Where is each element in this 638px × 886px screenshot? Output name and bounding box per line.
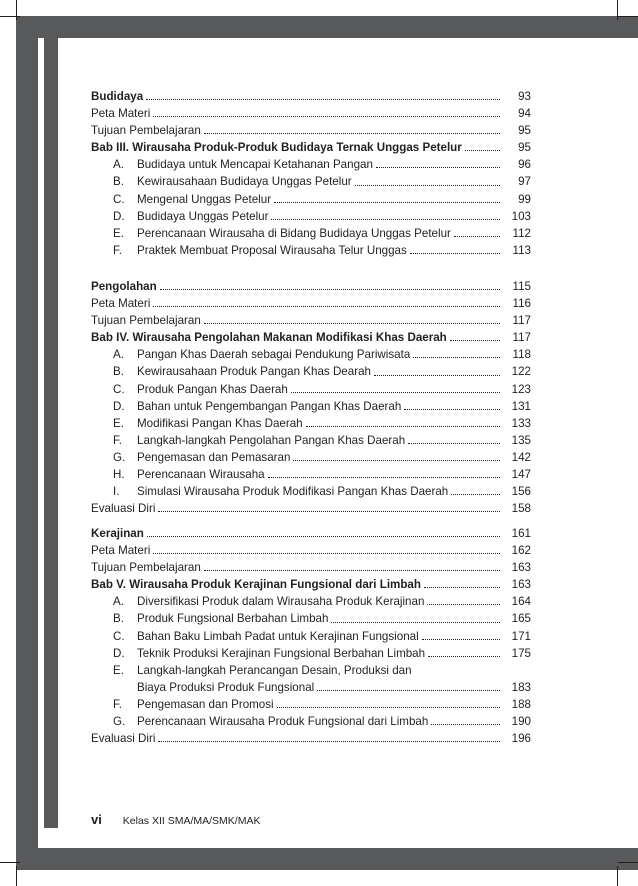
toc-entry-page: 117 <box>512 331 531 345</box>
page-footer <box>91 812 260 827</box>
leader-dots <box>465 149 500 151</box>
toc-entry <box>91 156 531 173</box>
leader-dots <box>454 235 500 237</box>
toc-entry <box>91 593 531 610</box>
toc-entry-page: 171 <box>511 629 531 643</box>
toc-entry <box>91 483 531 500</box>
toc-entry-page: 190 <box>511 715 531 729</box>
toc-entry-label: Kewirausahaan Budidaya Unggas Petelur <box>137 175 352 189</box>
toc-entry-page: 147 <box>511 468 531 482</box>
toc-entry-line <box>91 662 531 679</box>
crop-mark <box>16 866 17 886</box>
toc-entry-page: 165 <box>511 612 531 626</box>
toc-entry <box>91 713 531 730</box>
toc-entry <box>91 500 531 517</box>
leader-dots <box>153 115 500 117</box>
toc-entry-label: Perencanaan Wirausaha Produk Fungsional dari Limbah <box>137 715 429 729</box>
toc-entry-letter: C. <box>113 192 125 206</box>
toc-entry <box>91 696 531 713</box>
toc-entry-page: 164 <box>511 595 531 609</box>
leader-dots <box>147 535 500 537</box>
leader-dots <box>431 723 500 725</box>
toc-entry-label: Mengenal Unggas Petelur <box>137 192 272 206</box>
toc-entry-letter: F. <box>113 697 123 711</box>
toc-entry-label: Bahan Baku Limbah Padat untuk Kerajinan Fungsional <box>137 629 419 643</box>
toc-heading <box>91 278 531 295</box>
toc-entry <box>91 381 531 398</box>
toc-entry-label: Tujuan Pembelajaran <box>91 124 201 138</box>
toc-entry-page: 161 <box>511 527 531 540</box>
leader-dots <box>451 493 500 495</box>
toc-heading <box>91 88 531 105</box>
toc-entry-page: 118 <box>512 348 531 362</box>
toc-entry-page: 116 <box>512 297 531 311</box>
toc-entry-letter: A. <box>113 595 124 609</box>
toc-entry-letter: B. <box>113 175 124 189</box>
toc-entry-label: Praktek Membuat Proposal Wirausaha Telur Unggas <box>137 243 407 257</box>
leader-dots <box>204 132 500 134</box>
toc-entry-label: Produk Fungsional Berbahan Limbah <box>137 612 329 626</box>
toc-entry-page: 113 <box>512 243 531 257</box>
toc-entry-letter: H. <box>113 468 125 482</box>
leader-dots <box>331 621 500 623</box>
toc-entry <box>91 398 531 415</box>
leader-dots <box>317 689 500 691</box>
toc-entry <box>91 173 531 190</box>
leader-dots <box>428 655 500 657</box>
leader-dots <box>153 552 500 554</box>
toc-entry-label: Bab IV. Wirausaha Pengolahan Makanan Modifikasi Khas Daerah <box>91 331 447 345</box>
toc-entry <box>91 242 531 259</box>
toc-entry-label: Peta Materi <box>91 544 151 558</box>
toc-entry <box>91 628 531 645</box>
leader-dots <box>376 166 500 168</box>
toc-entry-page: 133 <box>511 416 531 430</box>
toc-entry-label: Pengemasan dan Pemasaran <box>137 450 291 464</box>
toc-entry-letter: F. <box>113 433 123 447</box>
toc-entry-label: Budidaya Unggas Petelur <box>137 209 269 223</box>
toc-entry-letter: B. <box>113 365 124 379</box>
toc-entry-label: Peta Materi <box>91 297 151 311</box>
toc-entry-page: 115 <box>512 280 531 293</box>
toc-entry-label: Pengolahan <box>91 280 157 293</box>
crop-mark <box>0 862 20 863</box>
toc-entry <box>91 449 531 466</box>
toc-section-budidaya <box>91 88 531 259</box>
toc-entry <box>91 679 531 696</box>
leader-dots <box>422 638 500 640</box>
toc-entry-page: 188 <box>511 697 531 711</box>
leader-dots <box>424 586 500 588</box>
crop-mark <box>618 16 638 17</box>
crop-mark <box>617 0 618 20</box>
toc-entry-page: 163 <box>511 578 531 592</box>
toc-entry-label: Langkah-langkah Pengolahan Pangan Khas Daerah <box>137 433 406 447</box>
toc-entry-label: Pengemasan dan Promosi <box>137 697 274 711</box>
toc-entry-page: 103 <box>511 209 531 223</box>
toc-entry-letter: E. <box>113 416 124 430</box>
leader-dots <box>450 339 500 341</box>
footer-text: Kelas XII SMA/MA/SMK/MAK <box>122 815 261 827</box>
page-frame-bottom <box>16 848 638 870</box>
crop-mark <box>617 866 618 886</box>
toc-section-kerajinan <box>91 525 531 747</box>
leader-dots <box>268 476 500 478</box>
toc-entry-page: 122 <box>511 365 531 379</box>
toc-entry-label: Evaluasi Diri <box>91 502 156 516</box>
toc-entry-label: Tujuan Pembelajaran <box>91 561 201 575</box>
toc-entry <box>91 225 531 242</box>
toc-entry-label: Bab III. Wirausaha Produk-Produk Budidaya Ternak Unggas Petelur <box>91 141 462 155</box>
toc-entry-page: 158 <box>511 502 531 516</box>
leader-dots <box>204 569 500 571</box>
toc-entry <box>91 730 531 747</box>
toc-heading <box>91 576 531 593</box>
toc-entry-page: 95 <box>518 141 531 155</box>
toc-entry <box>91 432 531 449</box>
crop-mark <box>618 862 638 863</box>
toc-entry-label: Evaluasi Diri <box>91 732 156 746</box>
toc-entry-label: Peta Materi <box>91 107 151 121</box>
leader-dots <box>355 184 500 186</box>
toc-entry-letter: I. <box>113 485 120 499</box>
toc-entry-page: 112 <box>512 226 531 240</box>
toc-entry-letter: D. <box>113 399 125 413</box>
leader-dots <box>274 201 500 203</box>
toc-entry <box>91 466 531 483</box>
toc-entry <box>91 208 531 225</box>
toc-entry-label: Perencanaan Wirausaha <box>137 468 265 482</box>
toc-entry-label: Perencanaan Wirausaha di Bidang Budidaya Unggas Petelur <box>137 226 451 240</box>
leader-dots <box>271 218 500 220</box>
toc-entry-letter: F. <box>113 243 123 257</box>
toc-entry-letter: A. <box>113 158 124 172</box>
toc-entry <box>91 312 531 329</box>
toc-entry-label: Produk Pangan Khas Daerah <box>137 382 288 396</box>
toc-entry-page: 135 <box>511 433 531 447</box>
leader-dots <box>277 706 500 708</box>
toc-entry-label: Kewirausahaan Produk Pangan Khas Dearah <box>137 365 371 379</box>
toc-entry <box>91 645 531 662</box>
toc-entry-page: 183 <box>511 680 531 694</box>
leader-dots <box>413 356 500 358</box>
toc-entry-label: Bahan untuk Pengembangan Pangan Khas Daerah <box>137 399 402 413</box>
toc-entry <box>91 346 531 363</box>
toc-entry <box>91 122 531 139</box>
toc-entry-page: 175 <box>511 646 531 660</box>
leader-dots <box>291 391 500 393</box>
toc-entry-page: 131 <box>511 399 531 413</box>
toc-entry-label: Biaya Produksi Produk Fungsional <box>137 680 315 694</box>
toc-heading <box>91 525 531 542</box>
toc-entry-page: 163 <box>511 561 531 575</box>
toc-entry-label: Budidaya <box>91 90 144 103</box>
toc-entry-page: 156 <box>511 485 531 499</box>
leader-dots <box>427 603 500 605</box>
toc-entry-letter: B. <box>113 612 124 626</box>
toc-entry-page: 97 <box>518 175 531 189</box>
toc-entry-letter: G. <box>113 450 126 464</box>
crop-mark <box>16 0 17 20</box>
leader-dots <box>204 322 500 324</box>
toc-entry-label: Modifikasi Pangan Khas Daerah <box>137 416 303 430</box>
toc-section-pengolahan <box>91 278 531 517</box>
toc-entry <box>91 191 531 208</box>
toc-entry-label: Teknik Produksi Kerajinan Fungsional Berbahan Limbah <box>137 646 426 660</box>
toc-entry <box>91 415 531 432</box>
page-frame-top <box>16 16 638 38</box>
toc-entry-page: 142 <box>511 450 531 464</box>
toc-entry <box>91 105 531 122</box>
page-frame-accent-bar <box>44 38 58 828</box>
toc-entry-label: Kerajinan <box>91 527 144 540</box>
toc-entry-page: 93 <box>518 90 531 103</box>
toc-entry-label: Diversifikasi Produk dalam Wirausaha Produk Kerajinan <box>137 595 425 609</box>
toc-entry <box>91 542 531 559</box>
toc-entry-label: Langkah-langkah Perancangan Desain, Produksi dan <box>137 663 412 677</box>
toc-entry <box>91 295 531 312</box>
crop-mark <box>0 16 20 17</box>
page-frame-left <box>16 16 38 870</box>
page-number: vi <box>91 812 102 827</box>
toc-entry-letter: D. <box>113 646 125 660</box>
leader-dots <box>160 288 500 290</box>
toc-entry-letter: G. <box>113 715 126 729</box>
toc-entry-page: 99 <box>518 192 531 206</box>
toc-entry-page: 117 <box>512 314 531 328</box>
toc-entry-label: Bab V. Wirausaha Produk Kerajinan Fungsional dari Limbah <box>91 578 421 592</box>
toc-entry-page: 94 <box>518 107 531 121</box>
toc-heading <box>91 139 531 156</box>
leader-dots <box>306 425 500 427</box>
toc-entry-letter: E. <box>113 663 124 677</box>
toc-heading <box>91 329 531 346</box>
toc-entry-label: Simulasi Wirausaha Produk Modifikasi Pangan Khas Daerah <box>137 485 449 499</box>
toc-entry-letter: D. <box>113 209 125 223</box>
toc-entry-page: 95 <box>518 124 531 138</box>
toc-entry-letter: C. <box>113 629 125 643</box>
toc-entry <box>91 559 531 576</box>
leader-dots <box>158 510 500 512</box>
leader-dots <box>410 252 500 254</box>
toc-entry-page: 162 <box>511 544 531 558</box>
leader-dots <box>404 408 500 410</box>
toc-entry <box>91 363 531 380</box>
leader-dots <box>146 98 500 100</box>
toc-entry-letter: A. <box>113 348 124 362</box>
toc-entry-page: 196 <box>511 732 531 746</box>
leader-dots <box>374 374 500 376</box>
toc-entry <box>91 610 531 627</box>
leader-dots <box>153 305 500 307</box>
leader-dots <box>408 442 500 444</box>
leader-dots <box>158 740 500 742</box>
toc-entry-label: Tujuan Pembelajaran <box>91 314 201 328</box>
leader-dots <box>293 459 500 461</box>
toc-entry-letter: C. <box>113 382 125 396</box>
toc-entry-label: Pangan Khas Daerah sebagai Pendukung Pariwisata <box>137 348 411 362</box>
toc-entry-letter: E. <box>113 226 124 240</box>
toc-entry-page: 123 <box>511 382 531 396</box>
toc-entry-page: 96 <box>518 158 531 172</box>
toc-entry-label: Budidaya untuk Mencapai Ketahanan Pangan <box>137 158 373 172</box>
